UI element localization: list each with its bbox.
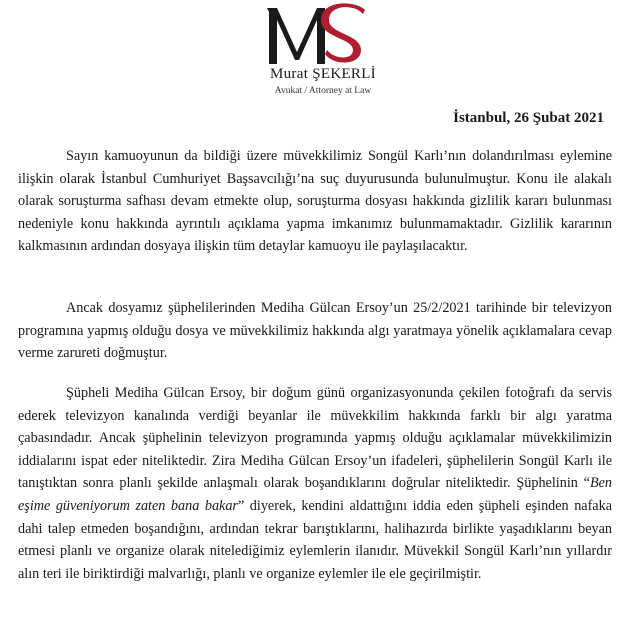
paragraph-1: Sayın kamuoyunun da bildiği üzere müvekkilimiz Songül Karlı’nın dolandırılması eylemine ilişkin olarak İstanbul Cumhuriyet Başsavcılığı’na suç duyurusunda bulunulmuştur. Konu ile alakalı olarak soruşturma safhası devam etmekte olup, soruşturma dosyası hakkında gizlilik kararı bulunması nedeniyle konu hakkında ayrıntılı açıklama yapma imkanımız bulunmamaktadır. Gizlilik kararının kalkmasının ardından dosyaya ilişkin tüm detaylar kamuoyu ile paylaşılacaktır. [18,148,612,255]
paragraph-3-text-after: ” diyerek, kendini aldattığını iddia eden şüpheli eşinden nafaka dahi talep etmeden boşandığını, ardından tekrar barıştıklarını, halihazırda birlikte yaşadıklarını beyan etmesi planlı ve organize olarak nitelediğimiz eylemlerin ilanıdır. Müvekkil Songül Karlı’nın yıllardır alın teri ile biriktirdiği malvarlığı, planlı ve organize eylemler ile ele geçirilmiştir. [18,497,612,582]
paragraph-3-quote: Ben eşime güveniyorum zaten bana bakar [18,475,612,514]
law-firm-logo [259,2,379,108]
paragraph-3-text-before: Şüpheli Mediha Gülcan Ersoy, bir doğum günü organizasyonunda çekilen fotoğrafı da servis ederek televizyon kanalında verdiği beyanlar ile müvekkilim hakkında farklı bir algı yaratma çabasındadır. Ancak şüphelinin televizyon programında yapmış olduğu açıklamalar müvekkilimizin iddialarını ispat eder niteliktedir. Zira Mediha Gülcan Ersoy’un ifadeleri, şüphelilerin Songül Karlı ile tanıştıktan sonra planlı şekilde anlaşmalı olarak boşandıklarını doğrular niteliktedir. Şüphelinin “ [18,385,612,492]
document-date: İstanbul, 26 Şubat 2021 [453,110,604,126]
logo-name: Murat ŞEKERLİ [270,66,376,82]
paragraph-3 [18,382,612,585]
ms-monogram-logo [263,2,373,68]
logo-subtitle: Avukat / Attorney at Law [274,86,372,96]
paragraph-2: Ancak dosyamız şüphelilerinden Mediha Gülcan Ersoy’un 25/2/2021 tarihinde bir televizyon programına yapmış olduğu dosya ve müvekkilimiz hakkında algı yaratmaya yönelik açıklamalara cevap verme zarureti doğmuştur. [18,300,612,362]
